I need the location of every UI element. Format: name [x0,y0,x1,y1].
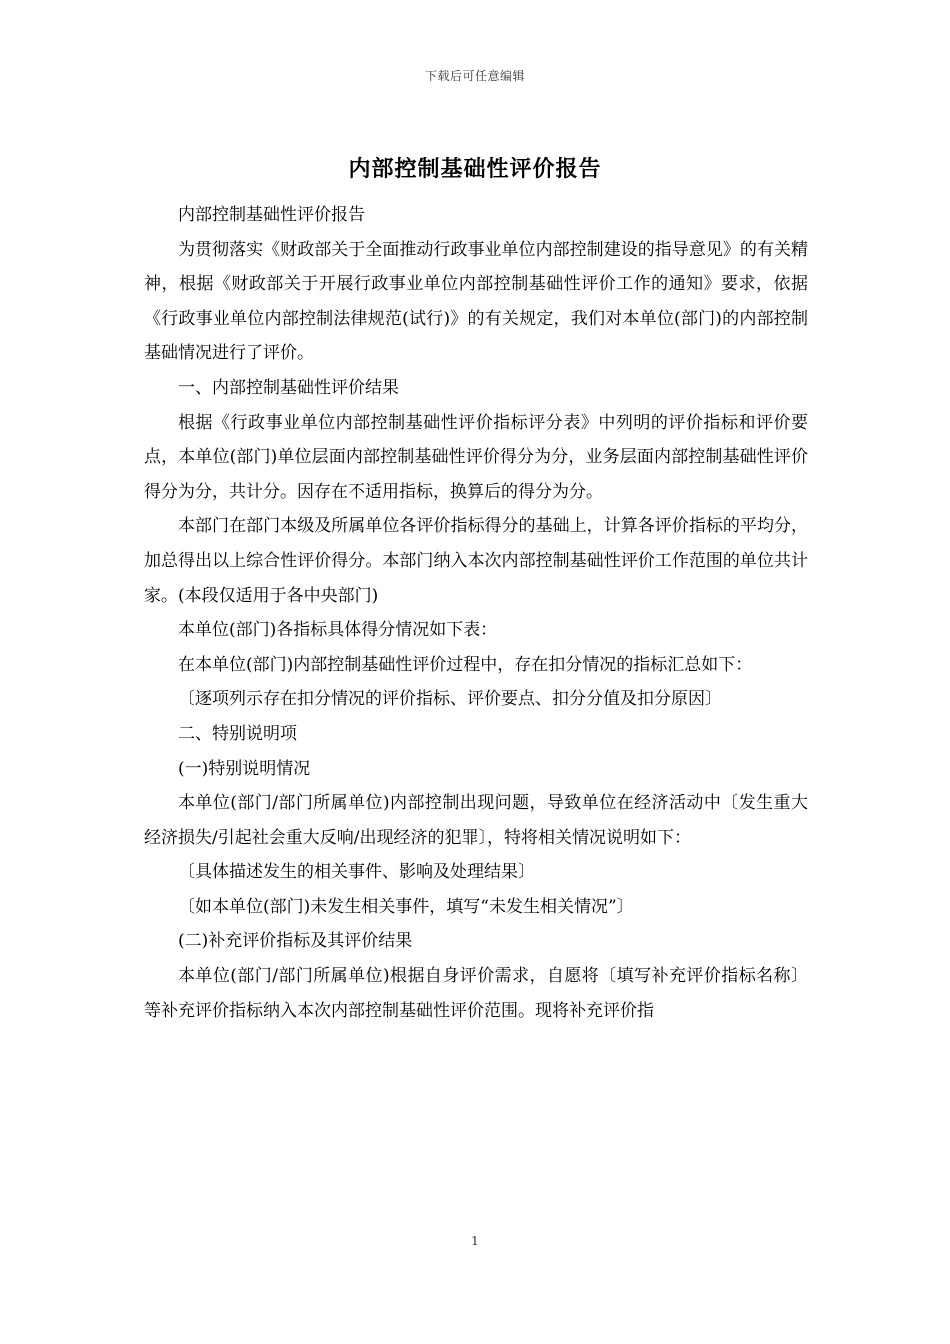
page-number: 1 [471,1234,479,1248]
paragraph-deduction: 在本单位(部门)内部控制基础性评价过程中，存在扣分情况的指标汇总如下： [178,654,753,675]
paragraph-intro: 为贯彻落实《财政部关于全面推动行政事业单位内部控制建设的指导意见》的有关精神，根据《财政部关于开展行政事业单位内部控制基础性评价工作的通知》要求，依据《行政事业单位内部控制法律规范(试行)》的有关规定，我们对本单位(部门)的内部控制基础情况进行了评价。 [144,239,808,364]
subsection-heading-2: (二)补充评价指标及其评价结果 [178,931,413,952]
section-heading-1: 一、内部控制基础性评价结果 [178,377,399,398]
paragraph-subtitle: 内部控制基础性评价报告 [178,205,365,225]
document-body [144,198,808,1028]
header-note: 下载后可任意编辑 [424,69,525,83]
paragraph-special: 本单位(部门/部门所属单位)内部控制出现问题，导致单位在经济活动中〔发生重大经济损失/引起社会重大反响/出现经济的犯罪〕，特将相关情况说明如下： [144,793,808,848]
paragraph-table-intro: 本单位(部门)各指标具体得分情况如下表： [178,620,498,641]
paragraph-department: 本部门在部门本级及所属单位各评价指标得分的基础上，计算各评价指标的平均分，加总得出以上综合性评价得分。本部门纳入本次内部控制基础性评价工作范围的单位共计家。(本段仅适用于各中央部门) [144,516,808,606]
section-heading-2: 二、特别说明项 [178,723,297,744]
paragraph-supplement: 本单位(部门/部门所属单位)根据自身评价需求，自愿将〔填写补充评价指标名称〕等补充评价指标纳入本次内部控制基础性评价范围。现将补充评价指 [144,966,808,1021]
paragraph-event-desc: 〔具体描述发生的相关事件、影响及处理结果〕 [178,862,535,883]
document-title: 内部控制基础性评价报告 [348,156,602,182]
paragraph-deduction-list: 〔逐项列示存在扣分情况的评价指标、评价要点、扣分分值及扣分原因〕 [178,689,722,710]
subsection-heading-1: (一)特别说明情况 [178,758,311,779]
paragraph-score: 根据《行政事业单位内部控制基础性评价指标评分表》中列明的评价指标和评价要点，本单位(部门)单位层面内部控制基础性评价得分为分，业务层面内部控制基础性评价得分为分，共计分。因存在不适用指标，换算后的得分为分。 [144,412,808,502]
paragraph-no-event: 〔如本单位(部门)未发生相关事件，填写“未发生相关情况”〕 [178,896,634,917]
